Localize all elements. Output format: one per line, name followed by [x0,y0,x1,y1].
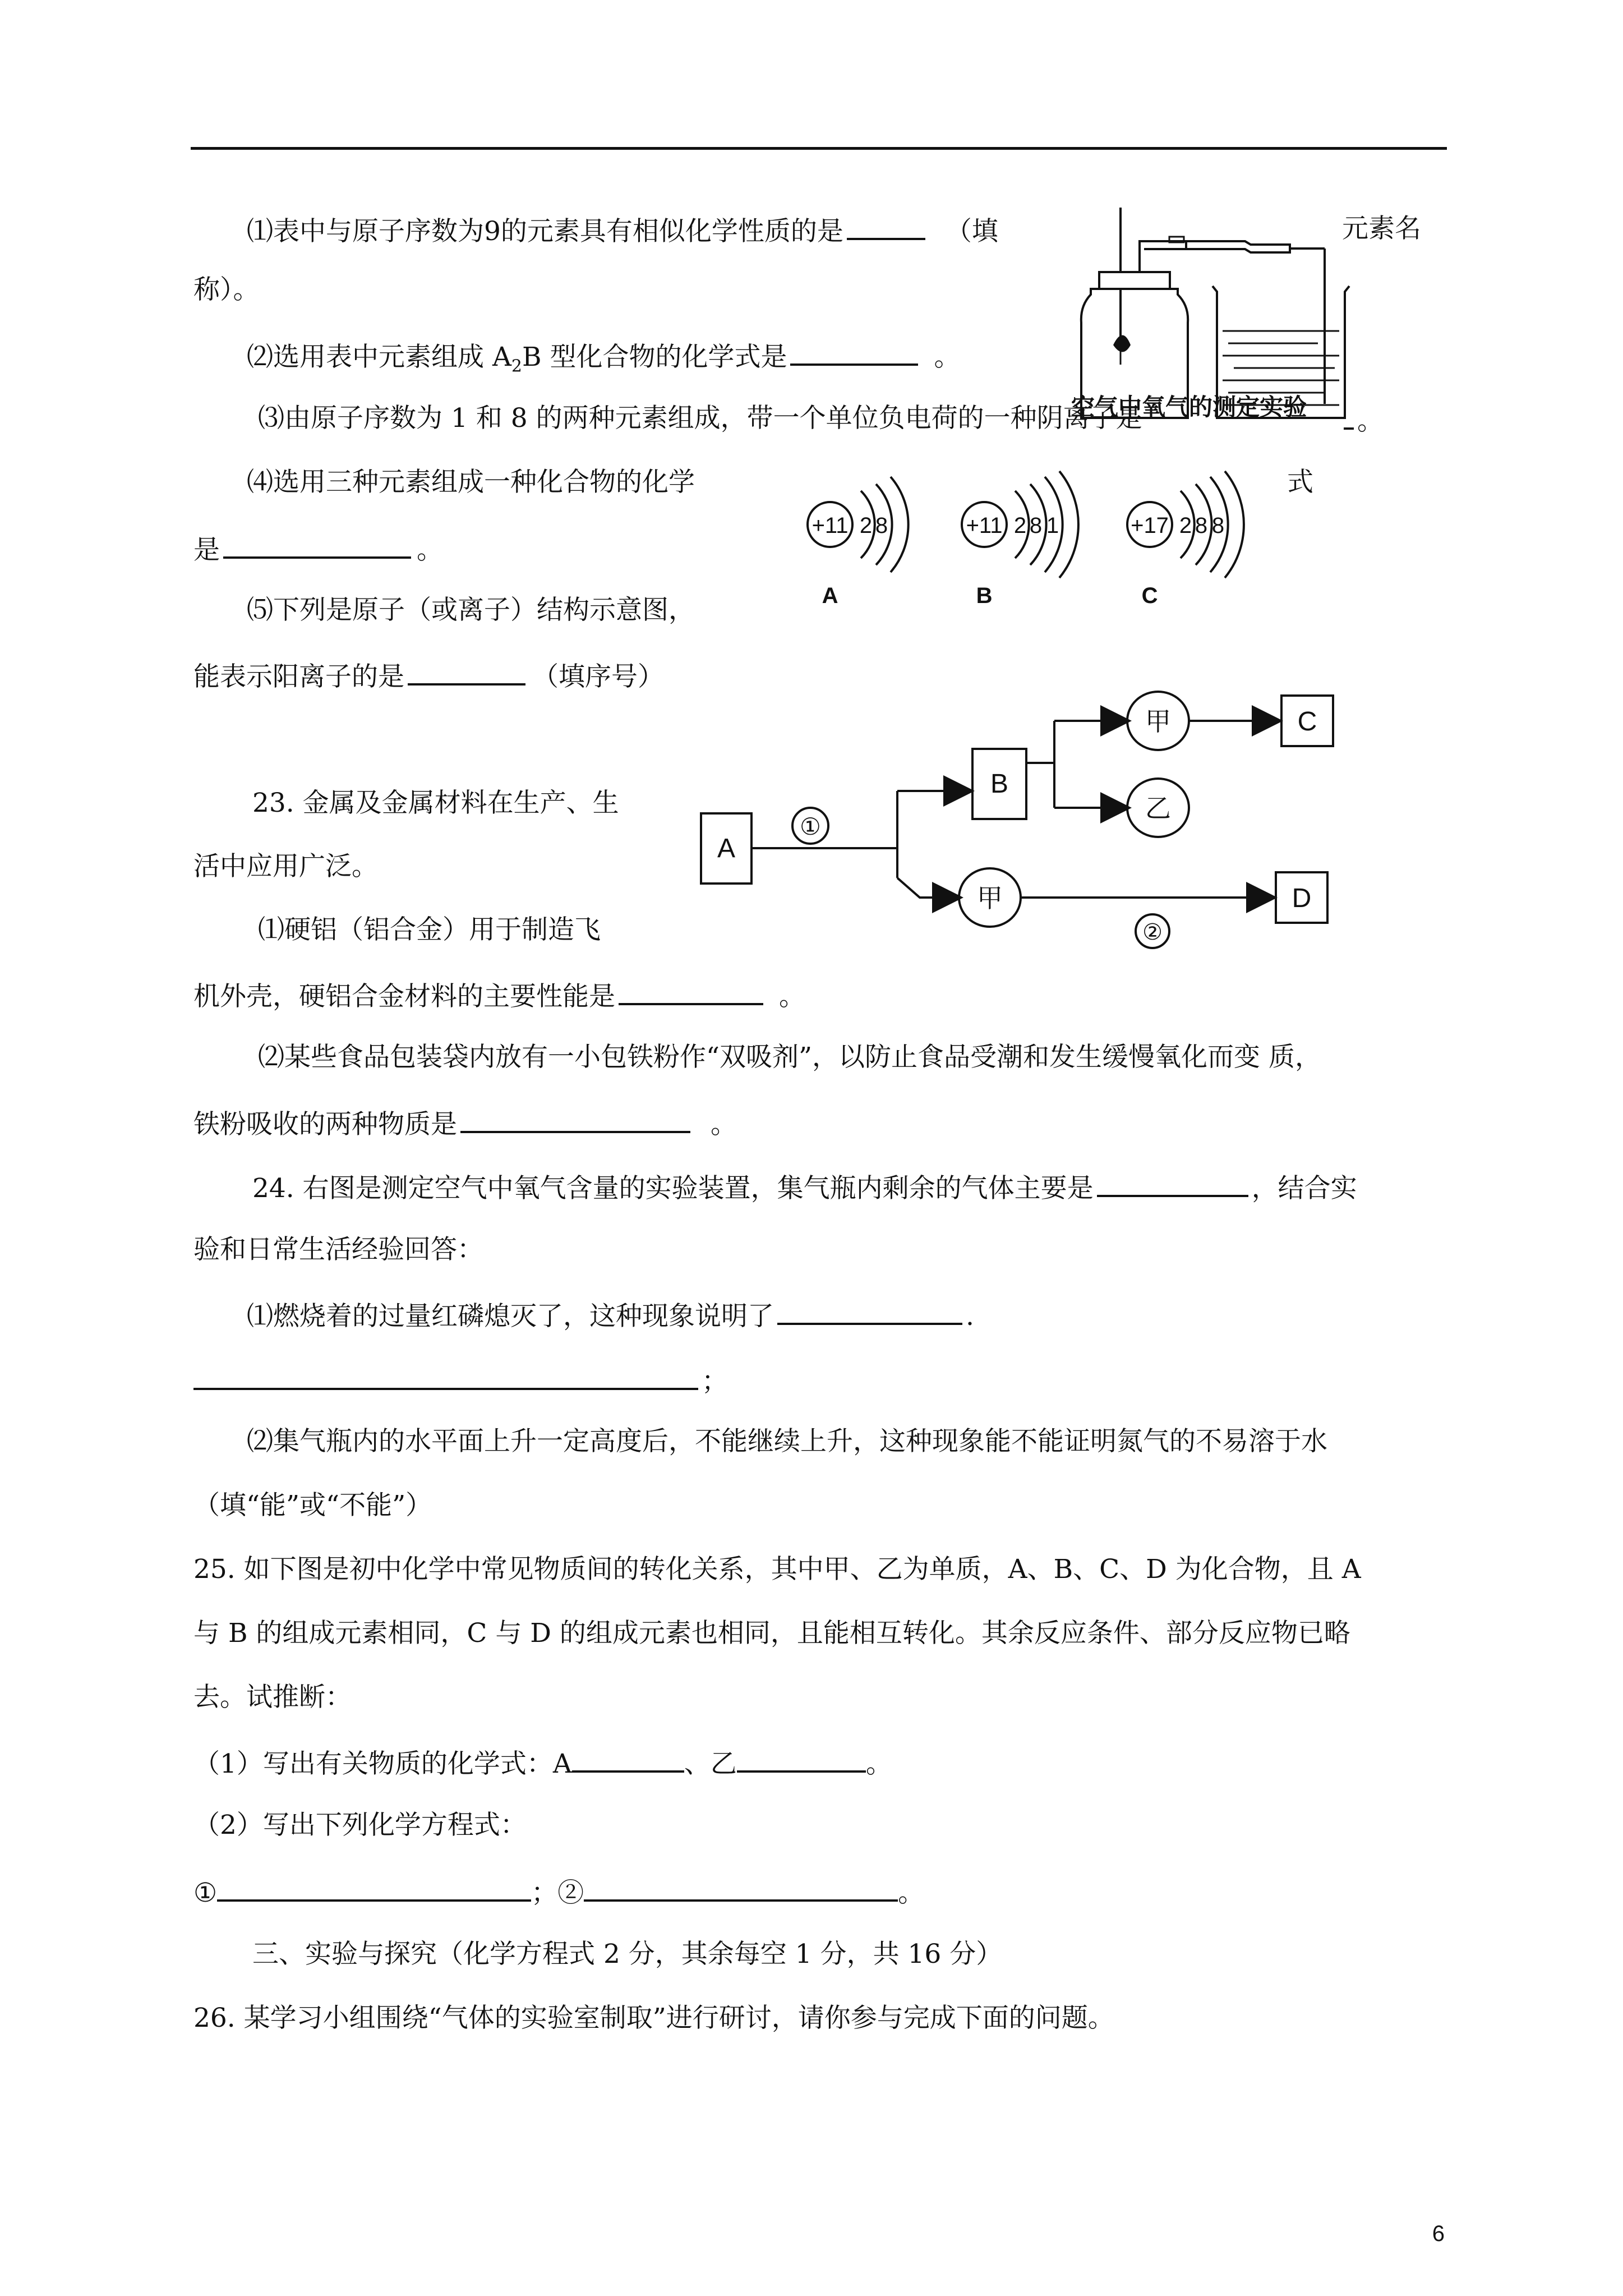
q24-part2: ⑵集气瓶内的水平面上升一定高度后，不能继续上升，这种现象能不能证明氮气的不易溶于水 [247,1426,1327,1457]
q24-part2-cont: （填“能”或“不能”） [193,1490,432,1521]
answer-blank[interactable] [223,531,411,559]
q23-part2: ⑵某些食品包装袋内放有一小包铁粉作“双吸剂”，以防止食品受潮和发生缓慢氧化而变 质， [258,1042,1321,1073]
node-D: D [1292,884,1312,913]
q22-part1: ⑴表中与原子序数为9的元素具有相似化学性质的是 （填 [247,212,998,249]
atom-shell: 2 [1013,513,1027,538]
answer-blank[interactable] [777,1297,962,1325]
atom-shell: 2 [1179,513,1192,538]
apparatus-caption: 空气中氧气的测定实验 [1071,393,1307,421]
answer-blank[interactable] [847,212,925,240]
q25-equations: ① ；② 。 [193,1874,924,1910]
q23-part1-cont: 机外壳，硬铝合金材料的主要性能是 。 [193,977,805,1014]
atom-nucleus-charge: +11 [811,513,849,538]
atom-A [808,477,909,608]
q25-line1: 25. 如下图是初中化学中常见物质间的转化关系，其中甲、乙为单质，A、B、C、D 为化合物，且 A [193,1554,1361,1585]
node-A: A [717,834,736,863]
q22-part5: ⑸下列是原子（或离子）结构示意图， [247,595,695,625]
q26-line1: 26. 某学习小组围绕“气体的实验室制取”进行研讨，请你参与完成下面的问题。 [193,2003,1114,2033]
q24-part1-cont: ； [193,1362,728,1398]
atom-shell: 8 [875,513,888,538]
page-number: 6 [1432,2221,1445,2246]
q25-part2: （2）写出下列化学方程式： [193,1810,527,1841]
q25-line3: 去。试推断： [193,1682,352,1713]
q24-line1: 24. 右图是测定空气中氧气含量的实验装置，集气瓶内剩余的气体主要是 ，结合实 [252,1169,1357,1205]
node-B: B [990,769,1009,799]
step-2-label: ② [1142,920,1163,945]
q22-part4-cont: 是 。 [193,531,443,567]
atom-shell: 8 [1029,513,1043,538]
q22-part1-tail: 元素名 [1342,213,1421,244]
q24-part1: ⑴燃烧着的过量红磷熄灭了，这种现象说明了 . [247,1297,974,1333]
atom-C [1127,471,1244,608]
conversion-flow-diagram [695,679,1368,948]
q23-part1: ⑴硬铝（铝合金）用于制造飞 [258,914,601,945]
q25-part1: （1）写出有关物质的化学式：A 、乙 。 [193,1745,892,1781]
q22-part4: ⑷选用三种元素组成一种化合物的化学 [247,467,695,498]
node-yi: 乙 [1145,793,1171,823]
answer-blank[interactable] [790,338,918,366]
answer-blank[interactable] [572,1745,684,1773]
answer-blank[interactable] [737,1745,866,1773]
oxygen-apparatus-figure [1060,191,1352,438]
atom-shell: 2 [859,513,873,538]
q22-part5-cont: 能表示阳离子的是 （填序号） [193,657,664,694]
atom-nucleus-charge: +11 [966,513,1003,538]
answer-blank[interactable] [408,657,525,685]
answer-blank[interactable] [619,977,763,1005]
q24-line2: 验和日常生活经验回答： [193,1234,483,1265]
answer-blank[interactable] [1097,1169,1248,1197]
q23-part2-cont: 铁粉吸收的两种物质是 。 [193,1105,737,1142]
atom-structure-diagrams [785,449,1279,617]
header-rule [191,147,1447,150]
q25-line2: 与 B 的组成元素相同，C 与 D 的组成元素也相同，且能相互转化。其余反应条件、部分反应物已略 [193,1618,1350,1649]
q22-part3: ⑶由原子序数为 1 和 8 的两种元素组成，带一个单位负电荷的一种阴离子是 [258,403,1142,434]
answer-blank[interactable] [217,1874,531,1902]
atom-shell: 1 [1046,513,1059,538]
node-jia-lower: 甲 [977,883,1003,913]
q22-part1-cont: 称）。 [193,274,260,305]
atom-B [962,471,1078,608]
q22-part3-end: 。 [1340,402,1384,438]
atom-label: B [976,583,993,608]
atom-nucleus-charge: +17 [1131,513,1169,538]
q23-line2: 活中应用广泛。 [193,851,378,882]
atom-label: A [822,583,838,608]
q22-part4-tail: 式 [1287,467,1313,498]
atom-label: C [1141,583,1158,608]
answer-blank[interactable] [584,1874,898,1902]
q23-line1: 23. 金属及金属材料在生产、生 [252,788,619,818]
step-1-label: ① [800,813,821,840]
answer-blank[interactable] [460,1105,690,1133]
node-jia-upper: 甲 [1145,706,1171,737]
q22-part2: ⑵选用表中元素组成 $A_2B$ 型化合物的化学式是 。 [247,338,960,383]
atom-shell: 8 [1195,513,1208,538]
section-3-heading: 三、实验与探究（化学方程式 2 分，其余每空 1 分，共 16 分） [252,1939,1003,1970]
node-C: C [1297,707,1317,737]
atom-shell: 8 [1211,513,1225,538]
answer-blank[interactable] [193,1362,698,1390]
